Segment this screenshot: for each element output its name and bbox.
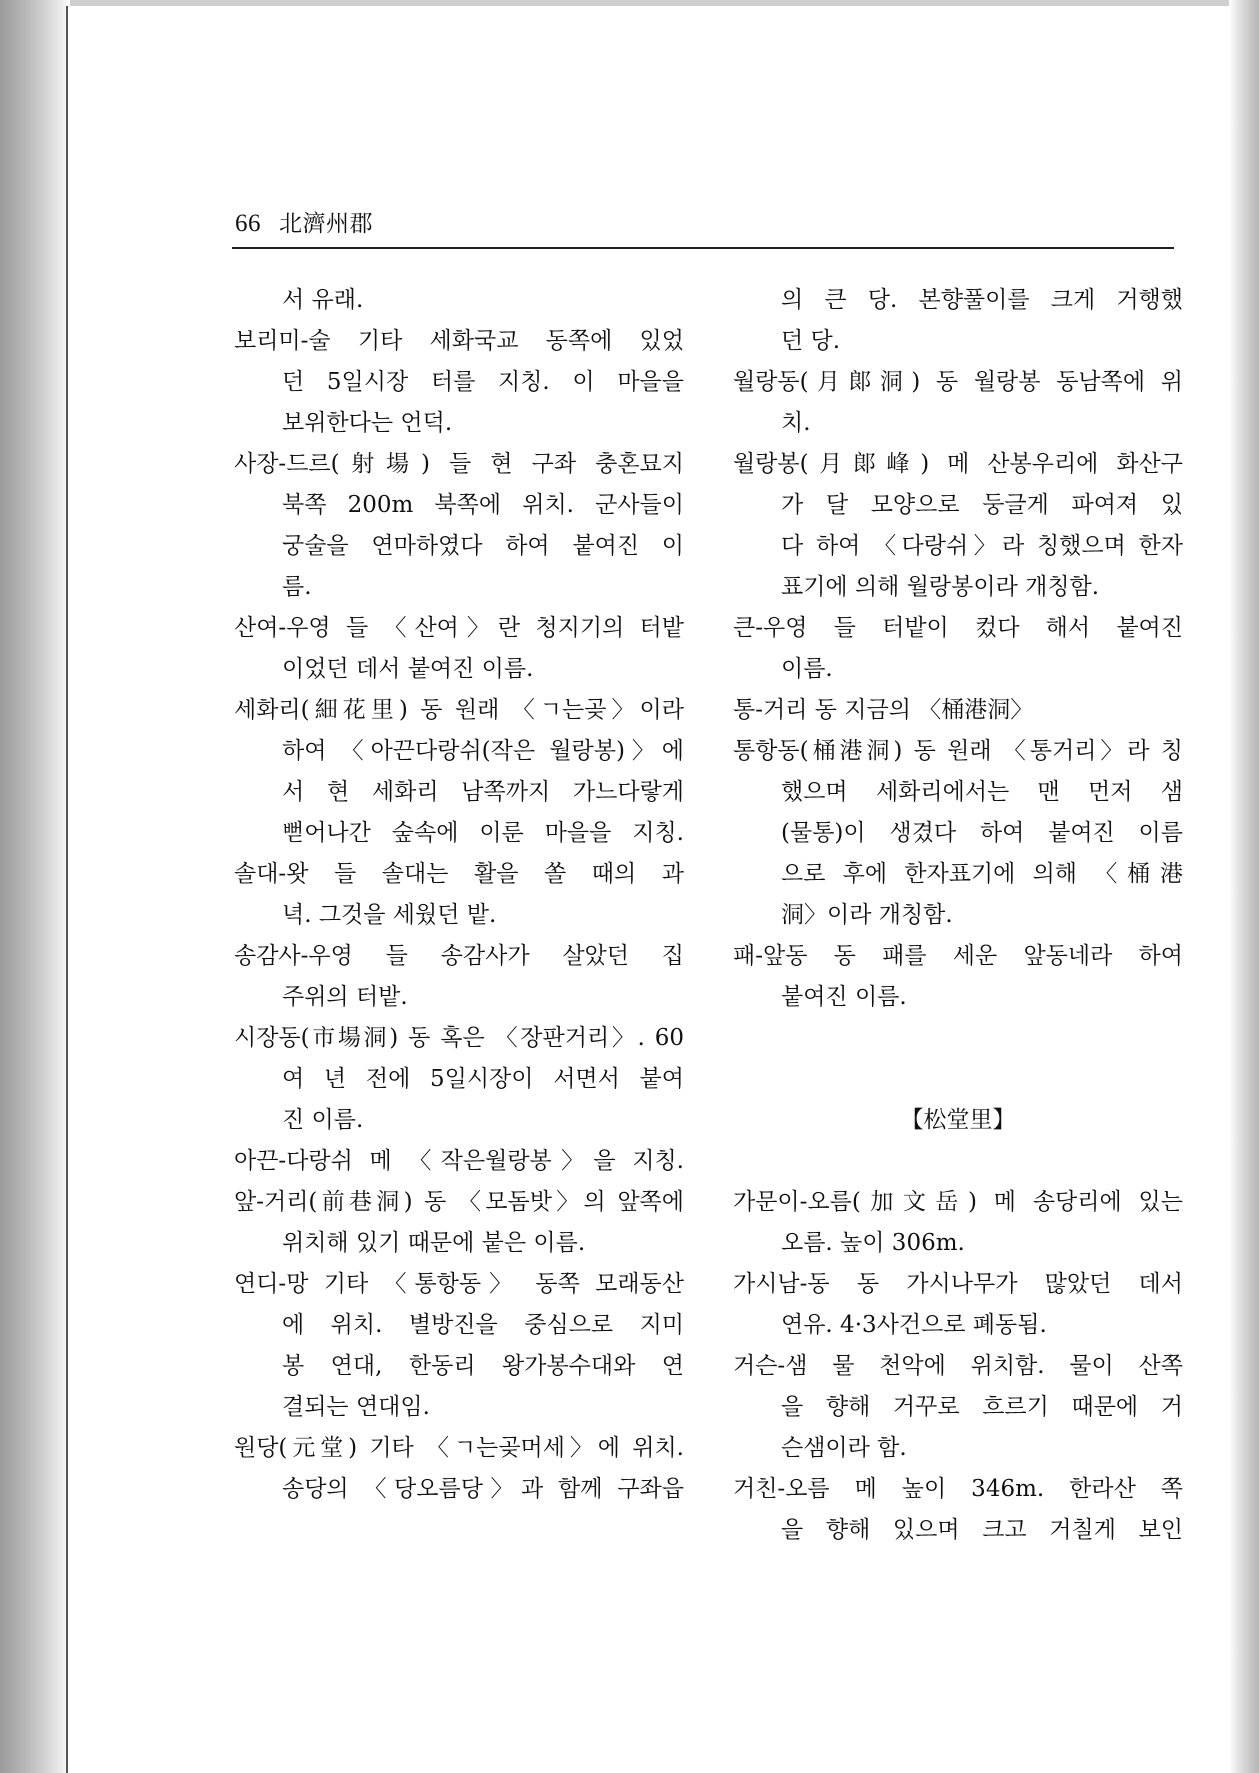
text-line: 송당의 〈당오름당〉과 함께 구좌읍 bbox=[282, 1476, 684, 1502]
text-line: 송감사-우영 들 송감사가 살았던 집 bbox=[234, 943, 684, 969]
text-line: 서 유래. bbox=[282, 287, 364, 313]
left-column bbox=[234, 280, 684, 1510]
page-edge-right bbox=[1229, 0, 1259, 1773]
text-line: 큰-우영 들 터밭이 컸다 해서 붙여진 bbox=[733, 615, 1183, 641]
text-line: 을 향해 거꾸로 흐르기 때문에 거 bbox=[781, 1394, 1183, 1420]
text-line: 보리미-술 기타 세화국교 동쪽에 있었 bbox=[234, 328, 684, 354]
text-line: 던 당. bbox=[781, 328, 841, 354]
page-number: 66 bbox=[235, 210, 261, 237]
text-line: 보위한다는 언덕. bbox=[282, 410, 453, 436]
text-line: 북쪽 200m 북쪽에 위치. 군사들이 bbox=[282, 492, 684, 518]
text-line: 세화리(細花里) 동 원래 〈ㄱ는곶〉이라 bbox=[234, 697, 684, 723]
section-heading: 【松堂里】 bbox=[900, 1107, 1016, 1133]
blank-line bbox=[733, 1141, 1183, 1182]
text-line: 붙여진 이름. bbox=[781, 984, 907, 1010]
text-line: 거슨-샘 물 천악에 위치함. 물이 산쪽 bbox=[733, 1353, 1183, 1379]
text-line: 거친-오름 메 높이 346m. 한라산 쪽 bbox=[733, 1476, 1183, 1502]
text-line: 표기에 의해 월랑봉이라 개칭함. bbox=[781, 574, 1100, 600]
page-edge-top bbox=[52, 0, 1259, 6]
text-line: 산여-우영 들 〈산여〉란 청지기의 터밭 bbox=[234, 615, 684, 641]
text-line: 던 5일시장 터를 지칭. 이 마을을 bbox=[282, 369, 684, 395]
blank-line bbox=[733, 1059, 1183, 1100]
text-line: 가 달 모양으로 둥글게 파여져 있 bbox=[781, 492, 1183, 518]
text-line: 시장동(市場洞) 동 혹은 〈장판거리〉. 60 bbox=[234, 1025, 684, 1051]
text-line: 이었던 데서 붙여진 이름. bbox=[282, 656, 534, 682]
text-line: 통항동(桶港洞) 동 원래 〈통거리〉라 칭 bbox=[733, 738, 1183, 764]
blank-line bbox=[733, 1018, 1183, 1059]
text-line: 궁술을 연마하였다 하여 붙여진 이 bbox=[282, 533, 684, 559]
right-column bbox=[733, 280, 1183, 1551]
text-line: 가시남-동 동 가시나무가 많았던 데서 bbox=[733, 1271, 1183, 1297]
text-line: 연디-망 기타 〈통항동〉 동쪽 모래동산 bbox=[234, 1271, 684, 1297]
text-line: 연유. 4·3사건으로 폐동됨. bbox=[781, 1312, 1047, 1338]
text-line: 름. bbox=[282, 574, 312, 600]
text-line: 했으며 세화리에서는 맨 먼저 샘 bbox=[781, 779, 1183, 805]
text-line: 결되는 연대임. bbox=[282, 1394, 430, 1420]
text-line: 뻗어나간 숲속에 이룬 마을을 지칭. bbox=[282, 820, 684, 846]
text-line: 주위의 터밭. bbox=[282, 984, 408, 1010]
text-line: (물통)이 생겼다 하여 붙여진 이름 bbox=[781, 820, 1183, 846]
text-line: 슨샘이라 함. bbox=[781, 1435, 907, 1461]
running-title: 北濟州郡 bbox=[279, 211, 373, 237]
text-line: 치. bbox=[781, 410, 811, 436]
text-line: 패-앞동 동 패를 세운 앞동네라 하여 bbox=[733, 943, 1183, 969]
text-line: 위치해 있기 때문에 붙은 이름. bbox=[282, 1230, 586, 1256]
text-line: 서 현 세화리 남쪽까지 가느다랗게 bbox=[282, 779, 684, 805]
text-line: 여 년 전에 5일시장이 서면서 붙여 bbox=[282, 1066, 684, 1092]
text-line: 가문이-오름(加文岳) 메 송당리에 있는 bbox=[733, 1189, 1183, 1215]
running-header bbox=[235, 205, 373, 238]
text-line: 봉 연대, 한동리 왕가봉수대와 연 bbox=[282, 1353, 684, 1379]
text-line: 아끈-다랑쉬 메 〈작은월랑봉〉을 지칭. bbox=[234, 1148, 684, 1174]
page-edge-left bbox=[0, 0, 70, 1773]
text-line: 에 위치. 별방진을 중심으로 지미 bbox=[282, 1312, 684, 1338]
text-line: 이름. bbox=[781, 656, 833, 682]
text-line: 앞-거리(前巷洞) 동 〈모돔밧〉의 앞쪽에 bbox=[234, 1189, 684, 1215]
text-line: 월랑동(月郞洞) 동 월랑봉 동남쪽에 위 bbox=[733, 369, 1183, 395]
text-line: 洞〉이라 개칭함. bbox=[781, 902, 953, 928]
text-line: 을 향해 있으며 크고 거칠게 보인 bbox=[781, 1517, 1183, 1543]
text-line: 통-거리 동 지금의 〈桶港洞〉 bbox=[733, 697, 1034, 723]
text-line: 오름. 높이 306m. bbox=[781, 1230, 965, 1256]
text-line: 으로 후에 한자표기에 의해 〈桶港 bbox=[781, 861, 1183, 887]
text-line: 솔대-왓 들 솔대는 활을 쏠 때의 과 bbox=[234, 861, 684, 887]
text-line: 월랑봉(月郞峰) 메 산봉우리에 화산구 bbox=[733, 451, 1183, 477]
text-line: 녁. 그것을 세웠던 밭. bbox=[282, 902, 497, 928]
text-line: 다 하여 〈다랑쉬〉라 칭했으며 한자 bbox=[781, 533, 1183, 559]
text-line: 진 이름. bbox=[282, 1107, 364, 1133]
page-spine-line bbox=[66, 6, 68, 1773]
header-rule bbox=[232, 247, 1174, 249]
text-line: 하여 〈아끈다랑쉬(작은 월랑봉)〉에 bbox=[282, 738, 684, 764]
text-line: 의 큰 당. 본향풀이를 크게 거행했 bbox=[781, 287, 1183, 313]
text-line: 사장-드르(射場) 들 현 구좌 충혼묘지 bbox=[234, 451, 684, 477]
text-line: 원당(元堂) 기타 〈ㄱ는곶머세〉에 위치. bbox=[234, 1435, 684, 1461]
